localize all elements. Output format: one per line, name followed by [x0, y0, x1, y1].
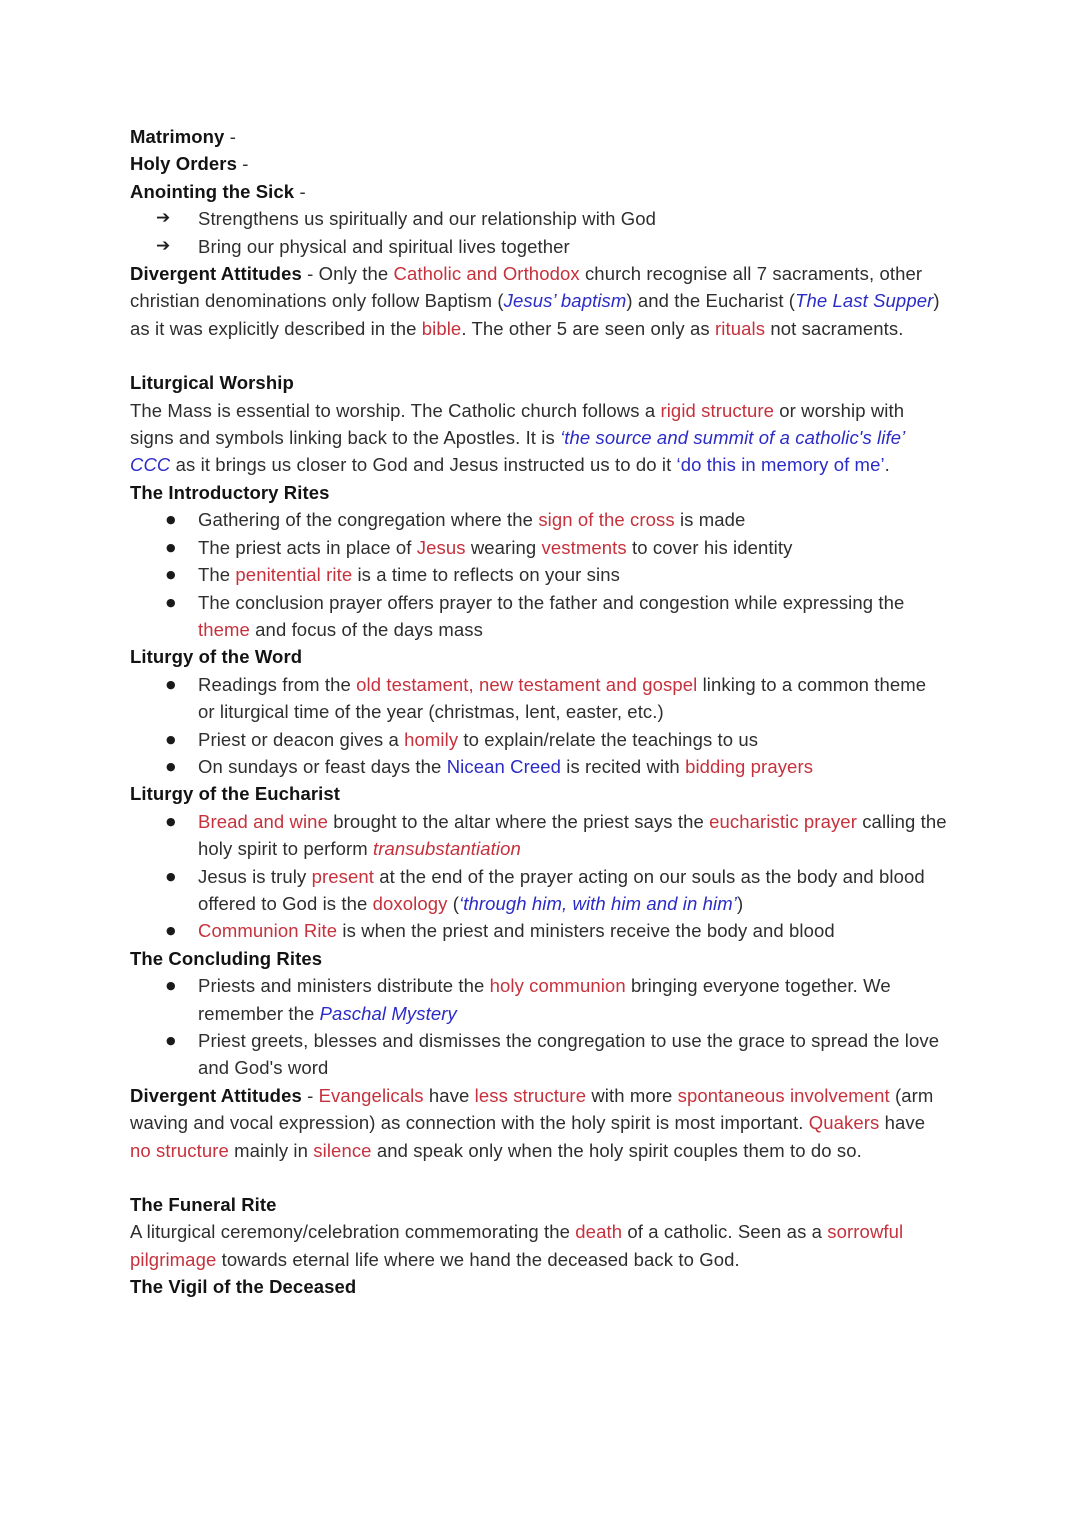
section-heading: The Funeral Rite: [130, 1194, 277, 1216]
text-run: The Last Supper: [795, 290, 934, 312]
text-run: is a time to reflects on your sins: [352, 564, 620, 586]
list-item-text: [198, 592, 904, 640]
bullet-icon: ●: [166, 540, 176, 554]
text-run: -: [237, 153, 249, 175]
bullet-item: [130, 917, 948, 944]
bullet-list: [130, 506, 948, 643]
section-heading: The Concluding Rites: [130, 947, 323, 969]
text-run: theme: [198, 618, 250, 640]
section-heading: The Vigil of the Deceased: [130, 1276, 357, 1298]
bullet-item: [130, 671, 948, 726]
text-run: towards eternal life where we hand the deceased back to God.: [216, 1248, 740, 1270]
arrow-item: [130, 233, 948, 260]
paragraph: [130, 1082, 948, 1164]
text-run: -: [301, 1084, 319, 1106]
section-heading: Liturgy of the Word: [130, 646, 303, 668]
text-run: no structure: [130, 1139, 229, 1161]
text-run: death: [575, 1221, 623, 1243]
text-run: ) as it was explicitly described in the: [130, 290, 940, 339]
list-item-text: [198, 509, 745, 530]
text-run: - Only the: [301, 263, 394, 285]
arrow-icon: ➔: [156, 235, 171, 256]
text-run: -: [224, 126, 236, 147]
bullet-item: [130, 561, 948, 588]
text-run: have: [423, 1084, 475, 1106]
paragraph: [130, 260, 948, 342]
text-run: to explain/relate the teachings to us: [458, 728, 759, 750]
text-run: at the end of the prayer acting on our souls as the body and blood offered to God is the: [198, 865, 925, 914]
text-run: calling the holy spirit to perform: [198, 810, 947, 860]
text-run: or worship with signs and symbols linking back to the Apostles. It is: [130, 399, 905, 449]
text-run: ‘through him, with him and in him’: [459, 892, 737, 914]
text-run: church recognise all 7 sacraments, other christian denominations only follow Baptism (: [130, 263, 923, 312]
paragraph: [130, 1218, 948, 1273]
list-item-text: [198, 975, 891, 1023]
bullet-item: [130, 726, 948, 753]
text-run: bidding prayers: [685, 755, 814, 777]
list-item-text: [198, 756, 813, 777]
text-run: (: [447, 892, 460, 914]
text-run: vestments: [541, 536, 627, 558]
text-run: Catholic and Orthodox: [393, 263, 580, 285]
list-item-text: [198, 236, 570, 257]
arrow-item: [130, 205, 948, 232]
list-item-text: [198, 811, 947, 859]
bullet-item: [130, 808, 948, 863]
document-content: [130, 123, 948, 1301]
text-run: Bread and wine: [198, 810, 328, 832]
bullet-list: [130, 671, 948, 781]
text-run: Holy Orders: [130, 153, 237, 175]
text-run: ): [736, 892, 744, 914]
text-run: sign of the cross: [538, 509, 675, 531]
text-run: old testament, new testament and gospel: [356, 673, 698, 695]
text-run: brought to the altar where the priest says the: [327, 810, 710, 832]
text-run: Jesus is truly: [198, 865, 312, 887]
text-run: Divergent Attitudes: [130, 263, 302, 285]
text-run: have: [879, 1112, 926, 1134]
text-run: The Mass is essential to worship. The Catholic church follows a: [130, 399, 661, 421]
text-run: Priest or deacon gives a: [198, 728, 405, 750]
bullet-icon: ●: [166, 869, 176, 883]
text-run: -: [294, 180, 306, 202]
text-run: rituals: [715, 317, 766, 339]
text-run: transubstantiation: [373, 838, 521, 860]
text-run: Jesus: [416, 536, 466, 558]
text-run: Communion Rite: [198, 920, 338, 942]
text-run: less structure: [474, 1084, 587, 1106]
text-run: Bring our physical and spiritual lives together: [198, 235, 570, 257]
section-heading: The Introductory Rites: [130, 481, 330, 503]
text-run: Anointing the Sick: [130, 180, 295, 202]
text-run: . The other 5 are seen only as: [461, 317, 716, 339]
bullet-icon: ●: [166, 513, 176, 527]
text-run: ‘do this in memory of me’: [676, 454, 885, 476]
text-run: holy communion: [489, 975, 626, 997]
section-gap: [130, 342, 948, 369]
text-run: is made: [674, 509, 746, 531]
text-run: sorrowful pilgrimage: [130, 1221, 904, 1270]
notes-line: [130, 123, 948, 150]
text-run: Paschal Mystery: [319, 1002, 457, 1024]
list-item-text: [198, 674, 926, 722]
text-run: not sacraments.: [765, 317, 904, 339]
bullet-item: [130, 972, 948, 1027]
bullet-item: [130, 506, 948, 533]
bullet-icon: ●: [166, 568, 176, 582]
list-item-text: [198, 729, 758, 750]
section-gap: [130, 1164, 948, 1191]
notes-line: [130, 178, 948, 205]
text-run: wearing: [465, 536, 542, 558]
bullet-icon: ●: [166, 814, 176, 828]
bullet-icon: ●: [166, 759, 176, 773]
bullet-icon: ●: [166, 1034, 176, 1047]
text-run: ‘the source and summit of a catholic's life’ CCC: [130, 427, 905, 476]
text-run: Quakers: [808, 1112, 880, 1134]
text-run: The priest acts in place of: [198, 536, 417, 558]
arrow-list: [130, 205, 948, 260]
bullet-item: [130, 1027, 948, 1082]
bullet-item: [130, 863, 948, 918]
text-run: silence: [313, 1139, 372, 1161]
text-run: present: [311, 865, 374, 887]
text-run: Priest greets, blesses and dismisses the congregation to use the grace to spread the love and God's word: [198, 1030, 940, 1079]
text-run: (arm waving and vocal expression) as connection with the holy spirit is most important.: [130, 1084, 934, 1134]
text-run: Priests and ministers distribute the: [198, 975, 490, 997]
text-run: and speak only when the holy spirit couples them to do so.: [371, 1139, 862, 1161]
text-run: The: [198, 564, 236, 586]
text-run: On sundays or feast days the: [198, 755, 447, 777]
text-run: is when the priest and ministers receive the body and blood: [337, 920, 835, 942]
text-run: Evangelicals: [318, 1084, 424, 1106]
bullet-icon: ●: [166, 979, 176, 993]
list-item-text: [198, 208, 656, 229]
section-heading: Liturgy of the Eucharist: [130, 783, 341, 805]
paragraph: [130, 397, 948, 479]
text-run: eucharistic prayer: [709, 810, 857, 832]
text-run: homily: [404, 728, 459, 750]
text-run: The conclusion prayer offers prayer to the father and congestion while expressing the: [198, 591, 905, 613]
text-run: .: [884, 454, 890, 476]
text-run: bringing everyone together. We remember the: [198, 975, 891, 1024]
text-run: ) and the Eucharist (: [626, 290, 796, 312]
list-item-text: [198, 920, 835, 941]
list-item-text: [198, 564, 620, 585]
bullet-item: [130, 534, 948, 561]
text-run: and focus of the days mass: [249, 618, 483, 640]
section-heading: Liturgical Worship: [130, 372, 294, 394]
bullet-icon: ●: [166, 677, 176, 691]
text-run: Readings from the: [198, 673, 357, 695]
text-run: Strengthens us spiritually and our relationship with God: [198, 208, 657, 230]
list-item-text: [198, 1030, 939, 1078]
text-run: A liturgical ceremony/celebration commemorating the: [130, 1221, 576, 1243]
bullet-list: [130, 972, 948, 1082]
text-run: spontaneous involvement: [677, 1084, 890, 1106]
list-item-text: [198, 537, 792, 558]
text-run: to cover his identity: [626, 536, 793, 558]
text-run: rigid structure: [660, 399, 775, 421]
bullet-item: [130, 589, 948, 644]
text-run: with more: [586, 1084, 678, 1106]
arrow-icon: ➔: [156, 208, 171, 229]
text-run: Gathering of the congregation where the: [198, 509, 539, 531]
text-run: penitential rite: [235, 564, 353, 586]
bullet-icon: ●: [166, 924, 176, 938]
text-run: Nicean Creed: [446, 755, 562, 777]
text-run: Matrimony: [130, 126, 225, 147]
bullet-list: [130, 808, 948, 945]
notes-line: [130, 150, 948, 177]
text-run: doxology: [372, 892, 448, 914]
bullet-icon: ●: [166, 732, 176, 746]
text-run: as it brings us closer to God and Jesus instructed us to do it: [170, 454, 677, 476]
text-run: of a catholic. Seen as a: [622, 1221, 828, 1243]
text-run: mainly in: [228, 1139, 314, 1161]
text-run: Jesus’ baptism: [503, 290, 627, 312]
list-item-text: [198, 866, 925, 914]
text-run: bible: [421, 317, 462, 339]
text-run: Divergent Attitudes: [130, 1084, 302, 1106]
text-run: is recited with: [561, 755, 686, 777]
bullet-icon: ●: [166, 595, 176, 609]
bullet-item: [130, 753, 948, 780]
text-run: linking to a common theme or liturgical time of the year (christmas, lent, easter, etc.): [198, 673, 927, 723]
